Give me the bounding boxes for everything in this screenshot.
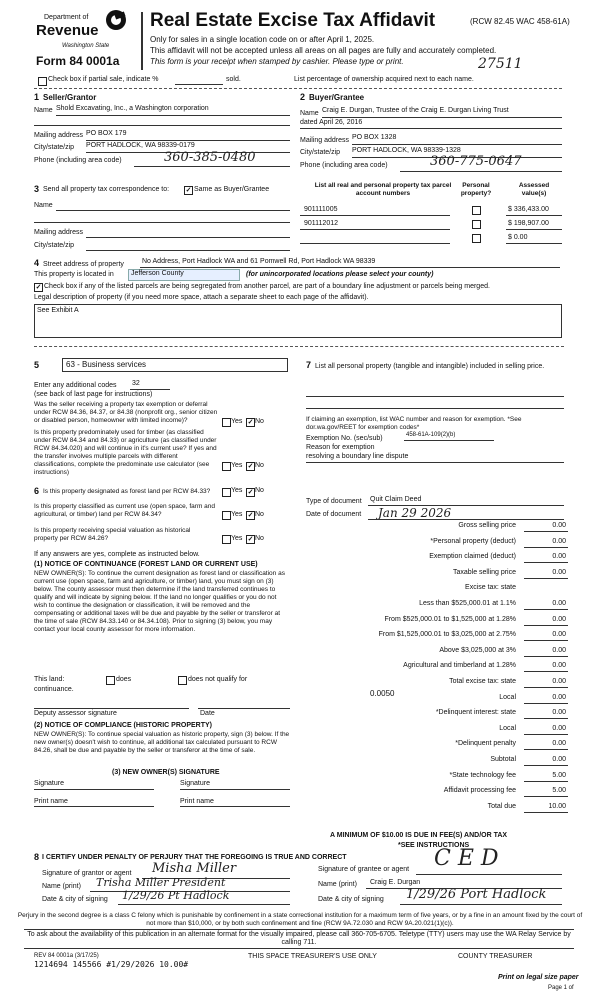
continuance-heading: (1) NOTICE OF CONTINUANCE (FOREST LAND OR CURRENT USE) xyxy=(34,561,258,568)
tax-row-line xyxy=(524,531,568,532)
partial-sale-checkbox[interactable] xyxy=(38,77,47,86)
tax-row-line xyxy=(524,609,568,610)
correspondence-city-label: City/state/zip xyxy=(34,242,75,249)
compliance-heading: (2) NOTICE OF COMPLIANCE (HISTORIC PROPERTY) xyxy=(34,722,212,729)
tax-row-label: Taxable selling price xyxy=(452,568,516,576)
see-back-note: (see back of last page for instructions) xyxy=(34,391,153,398)
personal-property-checkbox-2[interactable] xyxy=(472,220,481,229)
tax-row-value[interactable]: 0.00 xyxy=(552,740,566,748)
seller-mail-label: Mailing address xyxy=(34,132,84,139)
land-use-select[interactable] xyxy=(62,358,288,372)
grantee-name-label: Name (print) xyxy=(318,881,357,888)
correspondence-line-2 xyxy=(34,222,290,223)
alt-format-notice: To ask about the availability of this publication in an alternate format for the visually impaired, please call 360-705-6705. Teletype (TTY) users may use the WA Relay Service by calling 711. xyxy=(27,931,571,946)
tax-row-line xyxy=(524,749,568,750)
note-not-accepted: This affidavit will not be accepted unless all areas on all pages are fully and accurately completed. xyxy=(150,46,497,55)
tax-row-line xyxy=(524,578,568,579)
historic-no-checkbox[interactable]: ✓ xyxy=(247,536,254,543)
doc-date-field[interactable]: Jan 29 2026 xyxy=(378,506,452,520)
tax-row-value[interactable]: 0.00 xyxy=(552,568,566,576)
tax-row-value[interactable]: 0.00 xyxy=(552,522,566,529)
county-select[interactable] xyxy=(128,269,240,281)
assessed-line-3 xyxy=(506,243,562,244)
q1-yes-label: Yes xyxy=(231,418,243,425)
grantor-date-label: Date & city of signing xyxy=(42,896,108,903)
tax-row-label: Subtotal xyxy=(490,756,516,763)
owner-print-line-1[interactable] xyxy=(34,806,154,807)
seller-section xyxy=(34,92,292,178)
tax-row-value[interactable]: 0.00 xyxy=(552,537,566,545)
assessed-value-col-header: Assessed value(s) xyxy=(518,182,550,197)
tax-row-value[interactable]: 0.00 xyxy=(552,678,566,685)
buyer-name-label: Name xyxy=(300,110,319,117)
sold-label: sold. xyxy=(226,76,241,83)
tax-row-line xyxy=(524,656,568,657)
tax-row-value[interactable]: 0.00 xyxy=(552,662,566,670)
located-label: This property is located in xyxy=(34,271,114,278)
current-use-no-label: No xyxy=(255,511,264,518)
doc-type-field[interactable]: Quit Claim Deed xyxy=(370,496,422,503)
tax-row-label: Local xyxy=(499,693,516,701)
buyer-phone-label: Phone (including area code) xyxy=(300,162,388,169)
forest-yes-label: Yes xyxy=(231,487,243,494)
forest-no-label: No xyxy=(255,487,264,494)
tax-row-label: Local xyxy=(499,724,516,732)
correspondence-section xyxy=(34,182,292,254)
same-as-buyer-checkbox[interactable]: ✓ xyxy=(185,187,192,194)
seller-name-line xyxy=(56,115,290,116)
correspondence-mail-line[interactable] xyxy=(86,237,290,238)
revision-label: REV 84 0001a (3/17/25) xyxy=(34,953,99,959)
tax-row-label: Total due xyxy=(487,802,516,810)
personal-property-col-header: Personal property? xyxy=(460,182,492,197)
parcel-line-2 xyxy=(300,229,450,230)
form-number: Form 84 0001a xyxy=(36,54,120,68)
current-use-no-checkbox[interactable]: ✓ xyxy=(247,512,254,519)
q2-yes-label: Yes xyxy=(231,462,243,469)
personal-property-line-2[interactable] xyxy=(306,408,564,409)
tax-row-value[interactable]: 0.00 xyxy=(552,646,566,654)
street-line xyxy=(140,267,560,268)
street-field[interactable]: No Address, Port Hadlock WA and 61 Pomwell Rd, Port Hadlock WA 98339 xyxy=(142,258,376,265)
does-checkbox[interactable] xyxy=(106,676,115,685)
exemption-label: If claiming an exemption, list WAC number and reason for exemption. *See dor.wa.gov/REET for exemption codes* xyxy=(306,416,522,431)
tax-row-value[interactable]: 0.00 xyxy=(552,756,566,763)
designation-number: 6 xyxy=(34,486,40,496)
exemption-number-label: Exemption No. (sec/sub) xyxy=(306,435,383,442)
rcw-label: (RCW 82.45 WAC 458-61A) xyxy=(470,17,570,26)
tax-row-label: From $1,525,000.01 to $3,025,000 at 2.75% xyxy=(378,631,516,639)
buyer-mail-field[interactable]: PO BOX 1328 xyxy=(352,134,397,141)
tax-row-line xyxy=(524,640,568,641)
current-use-yes-label: Yes xyxy=(231,511,243,518)
continuance-label: continuance. xyxy=(34,686,74,693)
street-label: Street address of property xyxy=(43,261,124,268)
revenue-logo-text: Revenue xyxy=(36,22,99,39)
tax-row-value[interactable]: 0.00 xyxy=(552,615,566,623)
seller-mail-line xyxy=(86,140,290,141)
segregated-checkbox[interactable]: ✓ xyxy=(35,284,42,291)
certification-number: 8 xyxy=(34,852,40,862)
q2-yes-checkbox[interactable] xyxy=(222,462,231,471)
q1-no-label: No xyxy=(255,418,264,425)
tax-row-label: Excise tax: state xyxy=(465,584,516,592)
section4-separator xyxy=(34,346,564,347)
partial-sale-label: Check box if partial sale, indicate % xyxy=(48,76,159,83)
tax-row-label: *State technology fee xyxy=(449,771,516,779)
tax-row-label: *Delinquent penalty xyxy=(455,740,516,748)
seller-name-label: Name xyxy=(34,107,53,114)
tax-row-label: Above $3,025,000 at 3% xyxy=(439,646,516,654)
grantor-signature-label: Signature of grantor or agent xyxy=(42,870,132,877)
local-rate[interactable]: 0.0050 xyxy=(370,689,395,698)
tax-row-label: Affidavit processing fee xyxy=(443,787,516,795)
historic-yes-checkbox[interactable] xyxy=(222,535,231,544)
grantee-signature[interactable]: C E D xyxy=(434,846,499,871)
doc-type-label: Type of document xyxy=(306,498,362,505)
tax-row-line xyxy=(524,703,568,704)
additional-codes-label: Enter any additional codes xyxy=(34,382,117,389)
owner-print-label-2: Print name xyxy=(180,798,214,805)
revenue-logo-icon xyxy=(106,10,126,30)
seller-heading: Seller/Grantor xyxy=(43,93,97,102)
personal-property-section xyxy=(306,356,566,520)
buyer-section xyxy=(300,92,565,178)
land-use-number: 5 xyxy=(34,360,40,370)
page-number: Page 1 of xyxy=(548,985,574,991)
owner-signature-label-1: Signature xyxy=(34,780,64,787)
seller-city-field[interactable]: PORT HADLOCK, WA 98339-0179 xyxy=(86,142,195,149)
tax-row-label: Total excise tax: state xyxy=(449,678,516,685)
parcel-number-2[interactable]: 901112012 xyxy=(304,220,338,227)
same-as-buyer-label: Same as Buyer/Grantee xyxy=(194,186,270,193)
tax-row-label: From $525,000.01 to $1,525,000 at 1.28% xyxy=(384,615,516,623)
q2-no-checkbox[interactable]: ✓ xyxy=(247,463,254,470)
grantee-signature-label: Signature of grantee or agent xyxy=(318,866,410,873)
seller-number: 1 xyxy=(34,92,40,102)
reason-label: Reason for exemption xyxy=(306,444,375,451)
tax-row-line xyxy=(524,796,568,797)
parcels-col-header: List all real and personal property tax parcel account numbers xyxy=(314,182,452,197)
tax-row-value[interactable]: 0.00 xyxy=(552,553,566,561)
forest-land-question: Is this property designated as forest land per RCW 84.33? xyxy=(43,488,211,495)
current-use-question: Is this property classified as current use (open space, farm and agricultural, or timber) land per RCW 84.34? xyxy=(34,503,216,518)
assessed-value-2[interactable]: $ 198,907.00 xyxy=(508,220,549,227)
tax-row-line xyxy=(524,781,568,782)
buyer-name-field-2[interactable]: dated April 26, 2016 xyxy=(300,119,363,126)
buyer-name-field[interactable]: Craig E. Durgan, Trustee of the Craig E. Durgan Living Trust xyxy=(322,107,509,114)
current-use-yes-checkbox[interactable] xyxy=(222,511,231,520)
property-section xyxy=(34,256,564,342)
state-label: Washington State xyxy=(62,43,110,49)
deputy-signature-label: Deputy assessor signature xyxy=(34,710,117,717)
tax-row-label: Agricultural and timberland at 1.28% xyxy=(403,662,516,670)
tax-row-line xyxy=(524,547,568,548)
does-not-label: does not qualify for xyxy=(188,676,248,683)
buyer-mail-label: Mailing address xyxy=(300,137,350,144)
owner-signature-label-2: Signature xyxy=(180,780,210,787)
tax-row-line xyxy=(524,687,568,688)
exemption-question: Was the seller receiving a property tax exemption or deferral under RCW 84.36, 84.37, or 84.38 (nonprofit org., senior citizen or disabled person, homeowner with limited income)? xyxy=(34,401,218,424)
instructions-note: If any answers are yes, complete as instructed below. xyxy=(34,551,200,558)
owner-print-line-2[interactable] xyxy=(180,806,290,807)
tax-row-value[interactable]: 0.00 xyxy=(552,631,566,639)
personal-property-label: List all personal property (tangible and intangible) included in selling price. xyxy=(315,363,545,370)
parcel-number-1[interactable]: 901111005 xyxy=(304,206,338,213)
legal-label: Legal description of property (if you need more space, attach a separate sheet to each page of the affidavit). xyxy=(34,294,369,301)
correspondence-name-line[interactable] xyxy=(56,210,290,211)
correspondence-name-label: Name xyxy=(34,202,53,209)
legal-description-field[interactable] xyxy=(34,304,562,338)
see-instructions-note: *SEE INSTRUCTIONS xyxy=(398,842,470,849)
grantor-name-label: Name (print) xyxy=(42,883,81,890)
historic-question: Is this property receiving special valuation as historical property per RCW 84.26? xyxy=(34,527,191,542)
personal-property-checkbox-1[interactable] xyxy=(472,206,481,215)
buyer-mail-line xyxy=(352,144,562,145)
seller-name-line-2 xyxy=(34,125,290,126)
deputy-date-line[interactable] xyxy=(198,708,290,709)
legal-size-note: Print on legal size paper xyxy=(498,974,579,981)
correspondence-mail-label: Mailing address xyxy=(34,229,84,236)
assessed-line-2 xyxy=(506,229,562,230)
q2-no-label: No xyxy=(255,462,264,469)
does-label: does xyxy=(116,676,132,683)
segregated-label: Check box if any of the listed parcels are being segregated from another parcel, are part of a boundary line adjustment or parcels being merged. xyxy=(44,283,490,290)
q1-no-checkbox[interactable]: ✓ xyxy=(247,419,254,426)
tax-row-value[interactable]: 10.00 xyxy=(548,802,566,810)
tax-row-value[interactable]: 0.00 xyxy=(552,600,566,607)
grantee-date-label: Date & city of signing xyxy=(318,896,384,903)
correspondence-label: Send all property tax correspondence to: xyxy=(43,186,170,193)
tax-row-line xyxy=(524,625,568,626)
ownership-note: List percentage of ownership acquired next to each name. xyxy=(294,76,474,83)
note-receipt: This form is your receipt when stamped by cashier. Please type or print. xyxy=(150,57,404,66)
land-use-section xyxy=(34,356,296,476)
assessed-line-1 xyxy=(506,215,562,216)
minimum-due-note: A MINIMUM OF $10.00 IS DUE IN FEE(S) AND/OR TAX xyxy=(330,832,508,839)
grantor-date[interactable]: 1/29/26 Pt Hadlock xyxy=(122,889,230,902)
tax-row-value[interactable]: 0.00 xyxy=(552,709,566,717)
additional-codes-field[interactable]: 32 xyxy=(132,380,140,387)
this-land-label: This land: xyxy=(34,676,65,683)
treasurer-use-label: THIS SPACE TREASURER'S USE ONLY xyxy=(248,953,377,960)
parcel-line-3 xyxy=(300,243,450,244)
owner-signature-line-2[interactable] xyxy=(180,789,290,790)
tax-row-label: *Delinquent interest: state xyxy=(435,709,516,717)
cashier-stamp: 1214694 145566 #1/29/2026 10.00# xyxy=(34,960,189,969)
grantee-date[interactable]: 1/29/26 Port Hadlock xyxy=(406,887,547,902)
grantor-date-line xyxy=(118,904,290,905)
tax-row-line xyxy=(524,812,568,813)
grantee-date-line xyxy=(400,904,562,905)
land-use-value: 63 - Business services xyxy=(66,360,147,369)
tax-row-line xyxy=(524,562,568,563)
tax-row-label: Gross selling price xyxy=(458,522,516,529)
personal-property-line-1[interactable] xyxy=(306,396,564,397)
dept-label: Department of xyxy=(44,14,89,21)
exemption-number-field[interactable]: 458-61A-109(2)(b) xyxy=(406,432,456,438)
county-value: Jefferson County xyxy=(131,270,184,277)
seller-phone-field[interactable]: 360-385-0480 xyxy=(164,150,256,165)
tax-row-value[interactable]: 5.00 xyxy=(552,771,566,779)
property-number: 4 xyxy=(34,258,40,268)
buyer-name-line xyxy=(322,117,562,118)
buyer-number: 2 xyxy=(300,92,306,102)
seller-phone-label: Phone (including area code) xyxy=(34,157,122,164)
tax-row-line xyxy=(524,718,568,719)
new-owner-signature-heading: (3) NEW OWNER(S) SIGNATURE xyxy=(112,769,220,776)
tax-row-label: *Personal property (deduct) xyxy=(430,537,516,545)
buyer-name-line-2 xyxy=(300,128,562,129)
continuance-text: NEW OWNER(S): To continue the current designation as forest land or classification as current use (open space, farm and agriculture, or timber) land, you must sign on (3) below. The county assessor must then determine if the land transferred continues to qualify and will indicate by signing below. If the land no longer qualifies or you do not wish to continue the designation or classification, it will be removed and the compensating or additional taxes will be due and payable by the seller or transferor at the time of sale (RCW 84.33.140 or 84.34.108). Prior to signing (3) below, you may contact your local county assessor for more information. xyxy=(34,570,285,633)
tax-row-value[interactable]: 0.00 xyxy=(552,724,566,732)
buyer-city-field[interactable]: PORT HADLOCK, WA 98339-1328 xyxy=(352,147,461,154)
owner-signature-line-1[interactable] xyxy=(34,789,154,790)
tax-row-label: Less than $525,000.01 at 1.1% xyxy=(419,600,516,607)
grantor-signature[interactable]: Misha Miller xyxy=(152,861,237,876)
seller-mail-field[interactable]: PO BOX 179 xyxy=(86,130,127,137)
header-separator xyxy=(34,88,562,89)
county-treasurer-label: COUNTY TREASURER xyxy=(458,953,533,960)
grantee-signature-line xyxy=(416,874,562,875)
historic-yes-label: Yes xyxy=(231,535,243,542)
buyer-phone-line xyxy=(400,171,562,172)
tax-row-value[interactable]: 5.00 xyxy=(552,787,566,795)
assessed-value-3[interactable]: $ 0.00 xyxy=(508,234,528,241)
grantee-name[interactable]: Craig E. Durgan xyxy=(370,879,421,886)
handwritten-number: 27511 xyxy=(478,56,523,72)
tax-row-value[interactable]: 0.00 xyxy=(552,693,566,701)
timber-question: Is this property predominately used for timber (as classified under RCW 84.34 and 84.33) or agriculture (as classified under RCW 84.34.020) and will continue in it's current use? If yes and the transfer involves multiple parcels with different classifications, complete the predominate use calculator (see instructions) xyxy=(34,429,217,476)
parcel-line-1 xyxy=(300,215,450,216)
does-not-checkbox[interactable] xyxy=(178,676,187,685)
q1-yes-checkbox[interactable] xyxy=(222,418,231,427)
owner-print-label-1: Print name xyxy=(34,798,68,805)
buyer-heading: Buyer/Grantee xyxy=(309,93,365,102)
historic-no-label: No xyxy=(255,535,264,542)
personal-property-number: 7 xyxy=(306,360,312,370)
header xyxy=(0,0,600,90)
seller-phone-line xyxy=(134,166,290,167)
form-title: Real Estate Excise Tax Affidavit xyxy=(150,10,436,31)
deputy-date-label: Date xyxy=(200,710,215,717)
seller-name-field[interactable]: Shold Excavating, Inc., a Washington corporation xyxy=(56,105,209,112)
doc-date-label: Date of document xyxy=(306,511,362,518)
certification-section xyxy=(34,846,564,912)
buyer-phone-field[interactable]: 360-775-0647 xyxy=(430,154,522,169)
header-divider xyxy=(141,12,143,70)
additional-codes-line xyxy=(130,389,170,390)
tax-row-line xyxy=(524,671,568,672)
deputy-signature-line[interactable] xyxy=(34,708,189,709)
assessed-value-1[interactable]: $ 336,433.00 xyxy=(508,206,549,213)
buyer-city-label: City/state/zip xyxy=(300,149,341,156)
legal-description-text: See Exhibit A xyxy=(37,307,79,314)
forest-no-checkbox[interactable]: ✓ xyxy=(247,489,254,496)
note-single-location: Only for sales in a single location code on or after April 1, 2025. xyxy=(150,35,375,44)
correspondence-number: 3 xyxy=(34,184,40,194)
certification-heading: I CERTIFY UNDER PENALTY OF PERJURY THAT THE FOREGOING IS TRUE AND CORRECT xyxy=(42,854,347,861)
seller-city-label: City/state/zip xyxy=(34,144,75,151)
designation-section xyxy=(34,484,296,826)
tax-row-label: Exemption claimed (deduct) xyxy=(429,553,516,561)
grantor-name[interactable]: Trisha Miller President xyxy=(96,876,226,889)
alt-format-box xyxy=(24,929,574,949)
reason-field[interactable]: resolving a boundary line dispute xyxy=(306,453,409,460)
correspondence-city-line[interactable] xyxy=(86,250,290,251)
tax-row-line xyxy=(524,765,568,766)
parcels-table xyxy=(300,180,565,254)
partial-sale-percent-line[interactable] xyxy=(175,84,223,85)
exemption-number-line xyxy=(404,440,494,441)
county-note: (for unincorporated locations please select your county) xyxy=(246,271,434,278)
personal-property-checkbox-3[interactable] xyxy=(472,234,481,243)
perjury-notice: Perjury in the second degree is a class C felony which is punishable by confinement in a state correctional institution for a maximum term of five years, or by a fine in an amount fixed by the court of not more than $10,000, or by both such confinement and fine (RCW 9A.72.030 and RCW 9A.20.021(1)(c)). xyxy=(17,912,583,927)
tax-table xyxy=(306,520,568,820)
forest-yes-checkbox[interactable] xyxy=(222,488,231,497)
compliance-text: NEW OWNER(S): To continue special valuation as historic property, sign (3) below. If the new owner(s) doesn't wish to continue, all additional tax calculated pursuant to RCW 84.26, shall be due and payable by the seller or transferor at the time of sale. xyxy=(34,731,290,754)
reason-line xyxy=(306,462,564,463)
tax-row-line xyxy=(524,734,568,735)
